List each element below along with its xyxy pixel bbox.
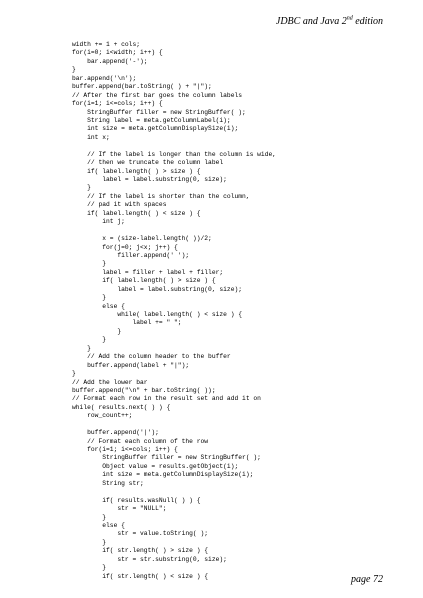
code-line: StringBuffer filler = new StringBuffer( ); (72, 108, 246, 116)
code-line: } (72, 184, 91, 192)
code-line: if( label.length( ) > size ) { (72, 167, 201, 175)
code-line: } (72, 564, 107, 572)
code-line: bar.append('-'); (72, 57, 148, 65)
header-title: JDBC and Java 2 (275, 16, 347, 27)
code-line: // If the label is shorter than the column, (72, 192, 250, 200)
code-line: // then we truncate the column label (72, 159, 224, 167)
code-line: str = "NULL"; (72, 505, 167, 513)
code-line: for(i=1; i<=cols; i++) { (72, 100, 163, 108)
code-line: StringBuffer filler = new StringBuffer( ); (72, 454, 261, 462)
code-line: label = label.substring(0, size); (72, 285, 243, 293)
code-line: // Add the column header to the buffer (72, 353, 231, 361)
code-line: x = (size-label.length( ))/2; (72, 235, 212, 243)
code-line: width += 1 + cols; (72, 41, 141, 48)
code-listing (72, 41, 392, 581)
code-line: } (72, 538, 107, 546)
code-line: filler.append(' '); (72, 251, 190, 259)
code-line: buffer.append("\n" + bar.toString( )); (72, 386, 216, 394)
code-line: else { (72, 521, 125, 529)
code-line: if( str.length( ) < size ) { (72, 572, 209, 580)
code-line: else { (72, 302, 125, 310)
code-line: buffer.append(bar.toString( ) + "|"); (72, 83, 212, 91)
code-line: int j; (72, 218, 125, 226)
code-line: bar.append('\n'); (72, 74, 137, 82)
code-line: buffer.append(label + "|"); (72, 361, 190, 369)
code-line: // Format each row in the result set and add it on (72, 395, 261, 403)
code-line: String label = meta.getColumnLabel(i); (72, 116, 231, 124)
code-line: } (72, 336, 107, 344)
code-line: if( label.length( ) < size ) { (72, 209, 201, 217)
code-line: // Format each column of the row (72, 437, 209, 445)
code-line: } (72, 513, 107, 521)
code-line: } (72, 66, 76, 74)
code-line: int size = meta.getColumnDisplaySize(i); (72, 125, 239, 133)
code-line: if( label.length( ) > size ) { (72, 277, 216, 285)
code-line: // pad it with spaces (72, 201, 167, 209)
code-line: label = filler + label + filler; (72, 268, 224, 276)
code-line: if( str.length( ) > size ) { (72, 547, 209, 555)
code-line: label += " "; (72, 319, 182, 327)
code-line (72, 421, 392, 429)
code-line: for(i=1; i<=cols; i++) { (72, 446, 178, 453)
code-line: } (72, 294, 107, 302)
page-number: page 72 (351, 574, 383, 585)
code-line (72, 227, 392, 235)
code-line: for(i=0; i<width; i++) { (72, 49, 163, 57)
code-line: int size = meta.getColumnDisplaySize(i); (72, 471, 254, 479)
code-line: String str; (72, 479, 144, 487)
code-line: label = label.substring(0, size); (72, 176, 227, 183)
code-line: } (72, 327, 122, 335)
code-line: str = value.toString( ); (72, 530, 209, 538)
code-line: // Add the lower bar (72, 378, 148, 386)
code-line: for(j=0; j<x; j++) { (72, 243, 178, 251)
code-line: int x; (72, 133, 110, 141)
code-line: buffer.append('|'); (72, 429, 159, 437)
code-line: } (72, 344, 91, 352)
running-header (276, 16, 383, 27)
code-line: row_count++; (72, 412, 133, 420)
code-line (72, 488, 392, 496)
code-line: while( label.length( ) < size ) { (72, 311, 243, 318)
code-line: } (72, 260, 107, 268)
code-line: // If the label is longer than the column is wide, (72, 150, 277, 158)
code-line (72, 142, 392, 150)
header-title-superscript: nd (346, 15, 353, 22)
code-line: Object value = results.getObject(i); (72, 462, 239, 470)
code-line: if( results.wasNull( ) ) { (72, 496, 201, 504)
code-line: // After the first bar goes the column labels (72, 91, 243, 99)
code-line: str = str.substring(0, size); (72, 555, 227, 563)
code-line: } (72, 370, 76, 378)
header-title-tail: edition (352, 16, 383, 27)
code-line: while( results.next( ) ) { (72, 403, 171, 411)
